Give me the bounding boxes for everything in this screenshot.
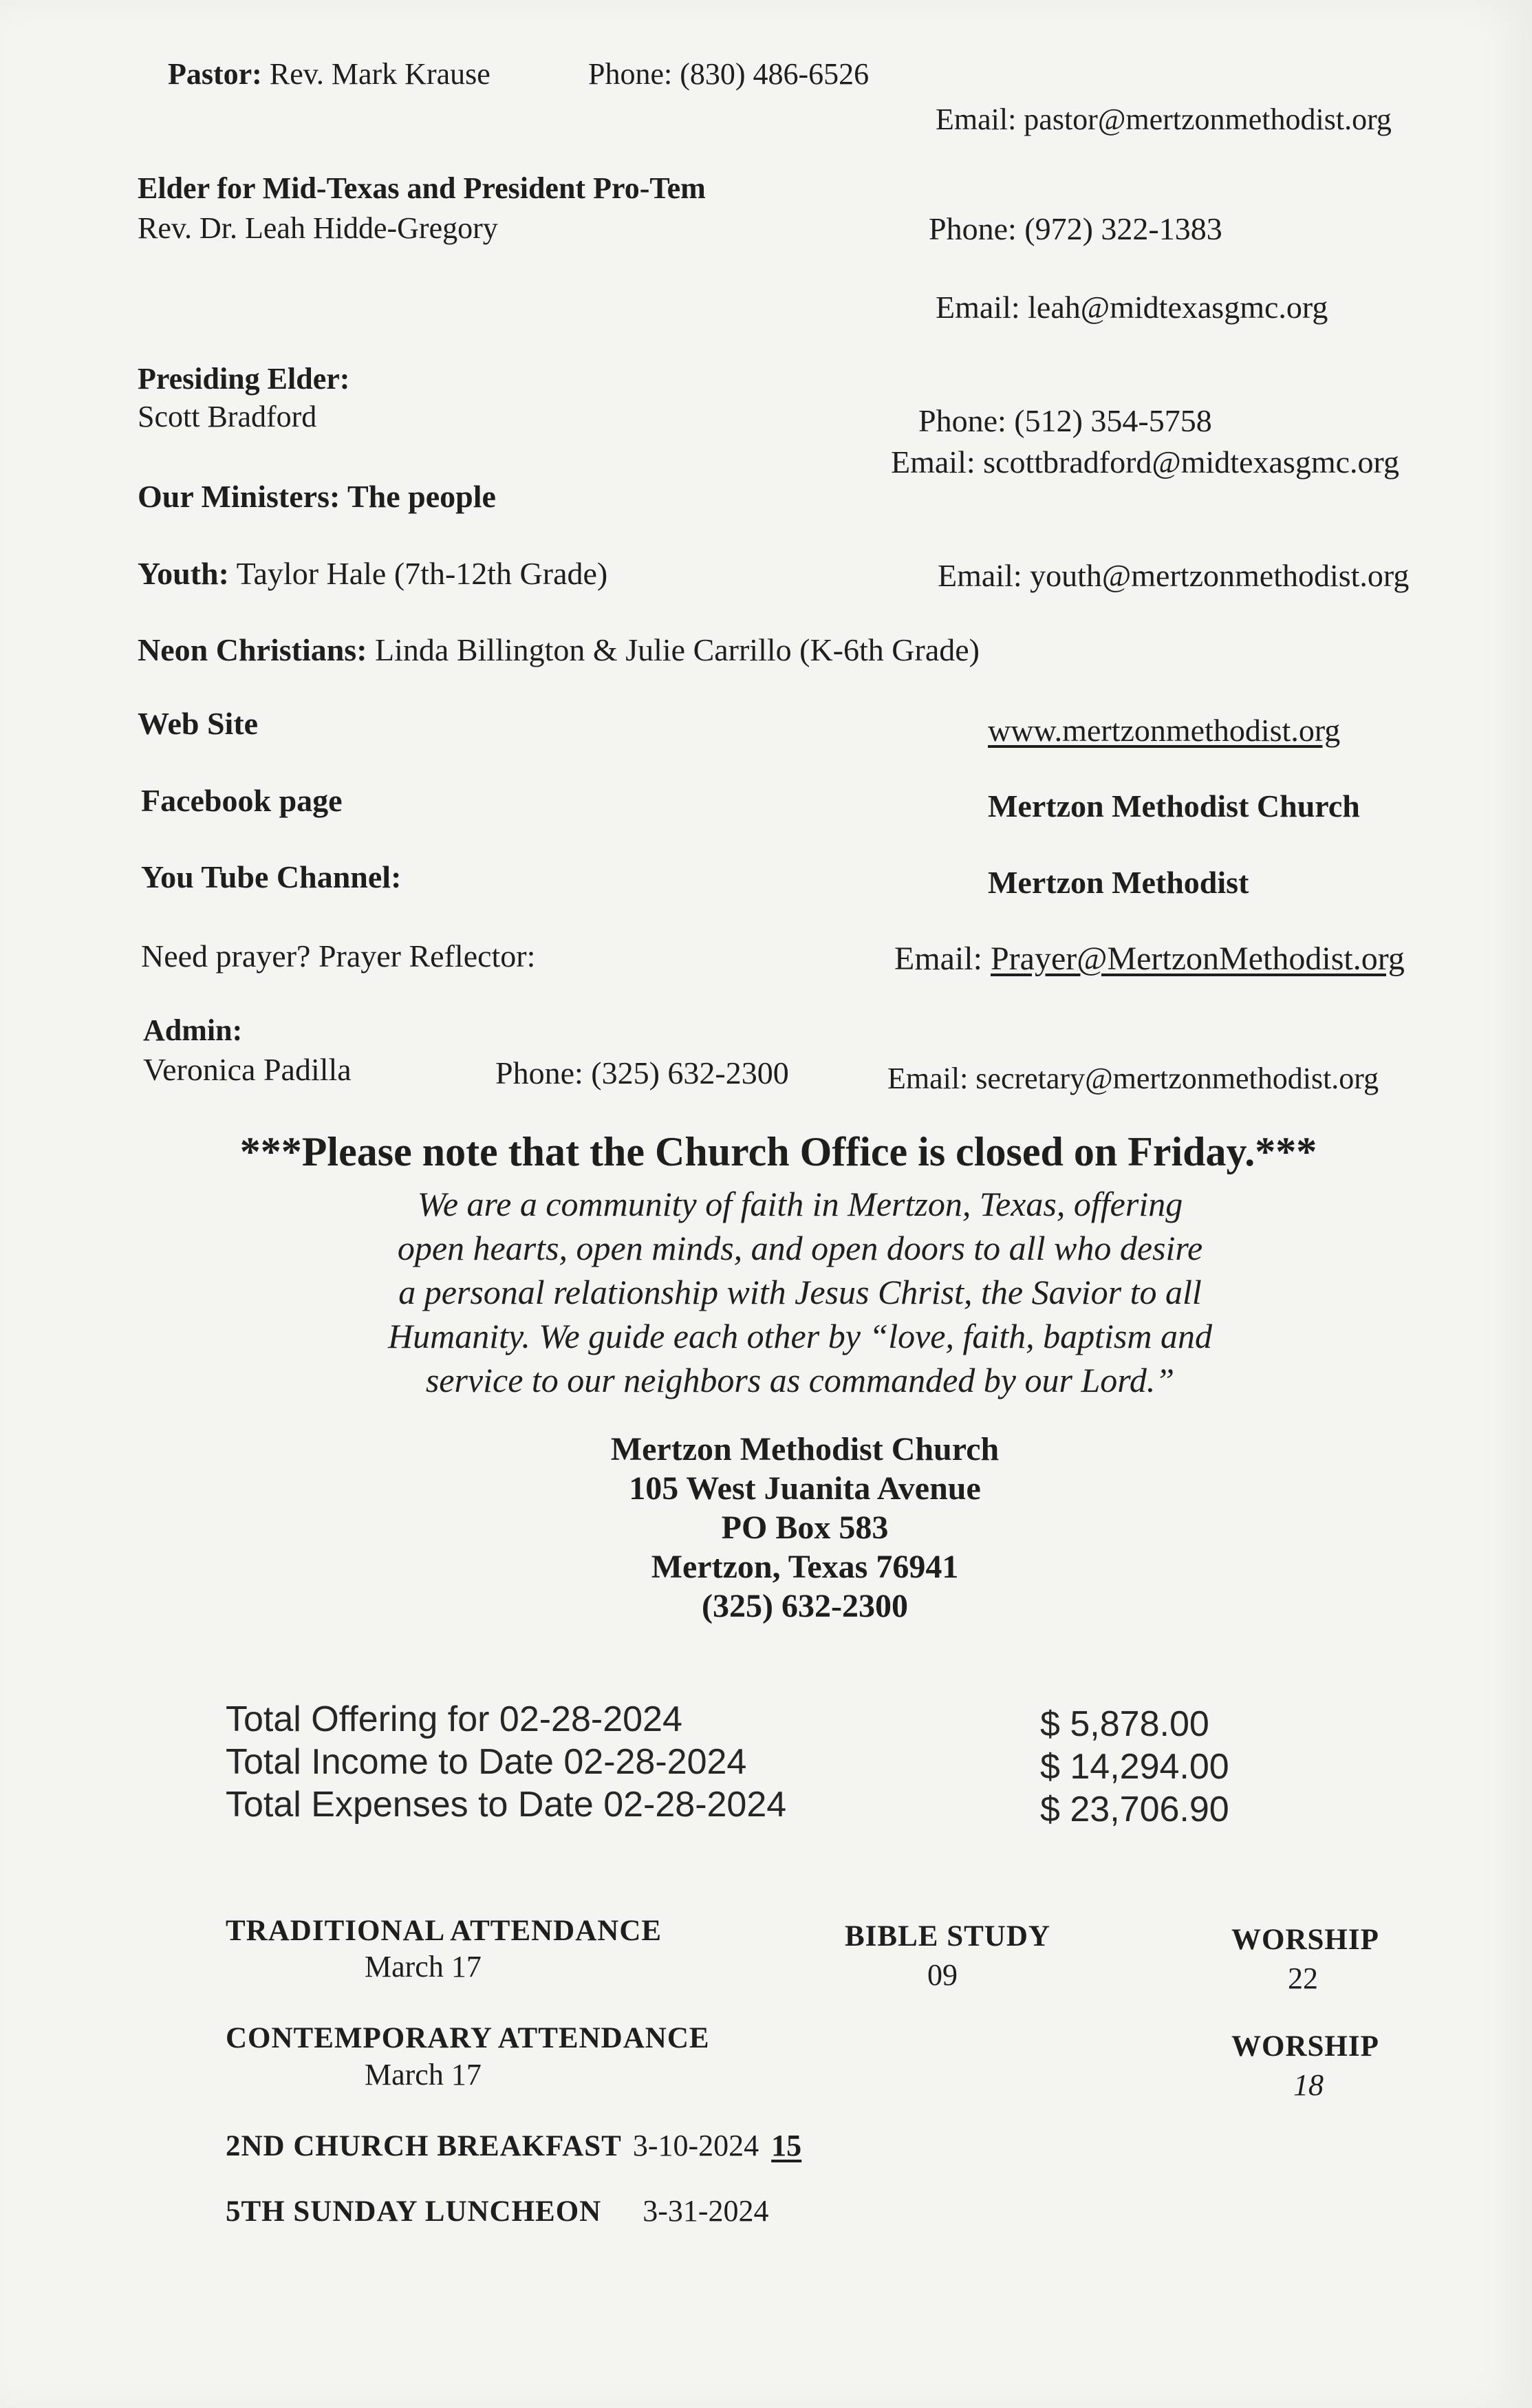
neon-christians-label: Neon Christians: — [138, 632, 367, 667]
breakfast-count: 15 — [771, 2129, 802, 2162]
website-label: Web Site — [138, 706, 259, 741]
luncheon-label: 5TH SUNDAY LUNCHEON — [226, 2195, 602, 2228]
youth-line — [138, 555, 607, 592]
mission-line: a personal relationship with Jesus Christ, the Savior to all — [398, 1273, 1202, 1311]
income-label: Total Income to Date 02-28-2024 — [226, 1742, 747, 1782]
pastor-line — [168, 56, 490, 92]
contemporary-worship-count: 18 — [1293, 2068, 1324, 2102]
pastor-name: Rev. Mark Krause — [269, 57, 490, 91]
prayer-label: Need prayer? Prayer Reflector: — [141, 938, 536, 974]
presiding-elder-email: Email: scottbradford@midtexasgmc.org — [891, 444, 1400, 480]
presiding-elder-name: Scott Bradford — [138, 400, 317, 433]
address-street: 105 West Juanita Avenue — [629, 1470, 981, 1507]
traditional-worship-count: 22 — [1288, 1961, 1318, 1995]
bible-study-count: 09 — [927, 1958, 958, 1992]
mission-line: We are a community of faith in Mertzon, Texas, offering — [417, 1185, 1183, 1223]
expenses-label: Total Expenses to Date 02-28-2024 — [226, 1785, 787, 1825]
elder-phone: Phone: (972) 322-1383 — [929, 211, 1222, 246]
prayer-email-link[interactable]: Prayer@MertzonMethodist.org — [990, 940, 1405, 977]
ministers-line: Our Ministers: The people — [138, 479, 496, 514]
youtube-value: Mertzon Methodist — [988, 865, 1249, 900]
church-address — [0, 1430, 1532, 1626]
youtube-label: You Tube Channel: — [141, 859, 402, 894]
bible-study-label: BIBLE STUDY — [845, 1920, 1050, 1953]
luncheon-date: 3-31-2024 — [643, 2194, 769, 2228]
prayer-email-line — [894, 940, 1405, 978]
elder-name: Rev. Dr. Leah Hidde-Gregory — [138, 211, 498, 245]
breakfast-date: 3-10-2024 — [632, 2129, 759, 2162]
neon-christians-leaders: Linda Billington & Julie Carrillo (K-6th Grade) — [375, 632, 980, 667]
address-church-name: Mertzon Methodist Church — [610, 1431, 1000, 1468]
admin-phone: Phone: (325) 632-2300 — [495, 1055, 789, 1090]
website-link[interactable]: www.mertzonmethodist.org — [988, 713, 1341, 748]
traditional-worship-label: WORSHIP — [1231, 1924, 1379, 1956]
youth-label: Youth: — [138, 556, 229, 591]
mission-line: service to our neighbors as commanded by our Lord.” — [425, 1361, 1175, 1399]
presiding-elder-phone: Phone: (512) 354-5758 — [918, 403, 1212, 438]
traditional-attendance-label: TRADITIONAL ATTENDANCE — [226, 1915, 662, 1947]
contemporary-worship-label: WORSHIP — [1231, 2030, 1379, 2063]
offering-label: Total Offering for 02-28-2024 — [226, 1699, 682, 1739]
prayer-email-prefix: Email: — [894, 940, 982, 977]
youth-leader: Taylor Hale (7th-12th Grade) — [236, 556, 608, 591]
mission-statement — [250, 1182, 1350, 1402]
facebook-label: Facebook page — [141, 783, 343, 818]
office-closed-note: ***Please note that the Church Office is closed on Friday.*** — [239, 1129, 1317, 1174]
income-value: $ 14,294.00 — [1040, 1747, 1229, 1787]
finance-labels — [226, 1698, 786, 1826]
address-phone: (325) 632-2300 — [702, 1588, 908, 1624]
elder-title: Elder for Mid-Texas and President Pro-Tem — [138, 171, 706, 205]
admin-name: Veronica Padilla — [143, 1052, 352, 1087]
offering-value: $ 5,878.00 — [1040, 1704, 1209, 1744]
expenses-value: $ 23,706.90 — [1040, 1789, 1229, 1829]
breakfast-label: 2ND CHURCH BREAKFAST — [226, 2130, 622, 2162]
contemporary-attendance-date: March 17 — [365, 2058, 482, 2092]
traditional-attendance-date: March 17 — [365, 1950, 482, 1984]
pastor-phone: Phone: (830) 486-6526 — [588, 57, 870, 91]
pastor-label: Pastor: — [168, 57, 262, 91]
finance-values — [1040, 1703, 1229, 1831]
elder-email: Email: leah@midtexasgmc.org — [936, 290, 1328, 325]
address-city: Mertzon, Texas 76941 — [651, 1549, 959, 1585]
admin-label: Admin: — [143, 1013, 243, 1047]
presiding-elder-label: Presiding Elder: — [138, 362, 350, 396]
breakfast-line — [226, 2128, 801, 2163]
admin-email: Email: secretary@mertzonmethodist.org — [887, 1062, 1379, 1095]
facebook-value: Mertzon Methodist Church — [988, 788, 1360, 824]
mission-line: open hearts, open minds, and open doors to all who desire — [397, 1229, 1203, 1267]
luncheon-line — [226, 2193, 769, 2228]
youth-email: Email: youth@mertzonmethodist.org — [938, 558, 1410, 593]
pastor-email: Email: pastor@mertzonmethodist.org — [936, 103, 1392, 136]
neon-christians-line — [138, 632, 980, 668]
address-po-box: PO Box 583 — [721, 1509, 889, 1546]
mission-line: Humanity. We guide each other by “love, faith, baptism and — [388, 1317, 1212, 1355]
contemporary-attendance-label: CONTEMPORARY ATTENDANCE — [226, 2022, 710, 2054]
